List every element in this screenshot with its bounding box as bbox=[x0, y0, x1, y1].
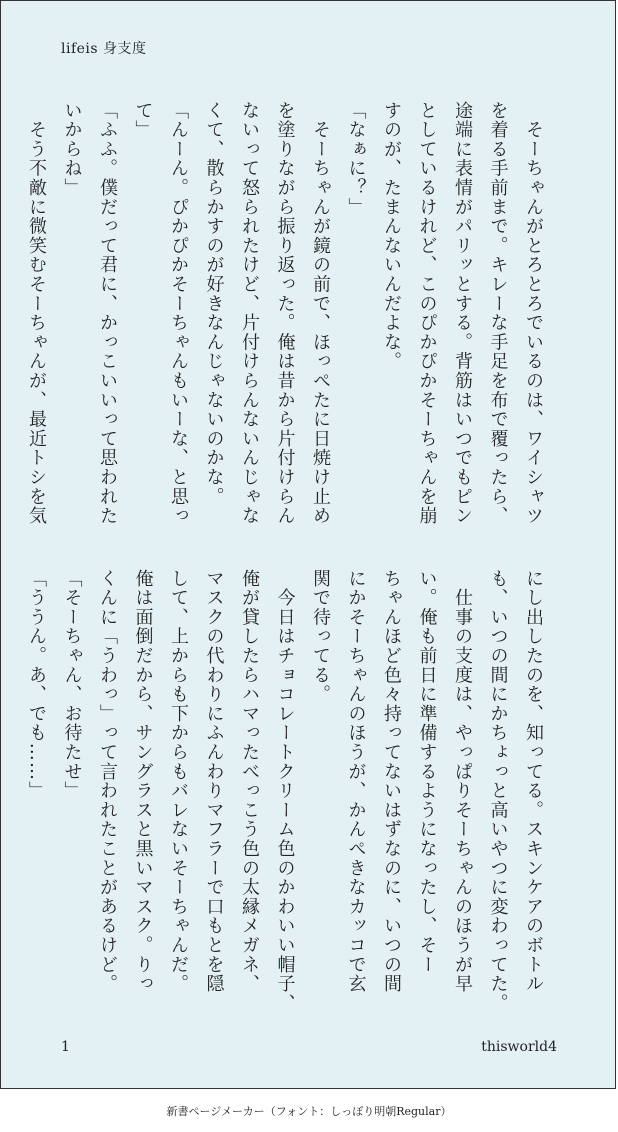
text-line: そーちゃんが鏡の前で、ほっぺたに日焼け止め bbox=[310, 101, 331, 526]
text-line: 俺が貸したらハマったべっこう色の太縁メガネ、 bbox=[239, 569, 260, 994]
text-line: ちゃんほど色々持ってないはずなのに、いつの間 bbox=[381, 569, 402, 994]
text-line: いからね」 bbox=[61, 101, 83, 198]
text-line: 今日はチョコレートクリーム色のかわいい帽子、 bbox=[274, 569, 296, 1013]
text-line: も、いつの間にかちょっと高いやつに変わってた。 bbox=[487, 569, 509, 1013]
text-line: い。俺も前日に準備するようになったし、そー bbox=[416, 569, 438, 975]
text-line: 仕事の支度は、やっぱりそーちゃんのほうが早 bbox=[452, 569, 473, 994]
text-line: 「そーちゃん、お待たせ」 bbox=[61, 569, 83, 801]
page-number: 1 bbox=[61, 1039, 70, 1055]
text-line: ないって怒られたけど、片付けらんないんじゃな bbox=[239, 101, 260, 526]
text-line: そーちゃんがとろとろでいるのは、ワイシャツ bbox=[523, 101, 544, 526]
text-line: して、上からも下からもバレないそーちゃんだ。 bbox=[168, 569, 189, 994]
text-block-bottom bbox=[19, 569, 552, 1013]
generator-credit: 新書ページメーカー（フォント：しっぽり明朝Regular） bbox=[166, 1105, 452, 1118]
text-line: 「ううん。あ、でも……」 bbox=[26, 569, 47, 801]
text-line: 「んーん。ぴかぴかそーちゃんもいーな、と思っ bbox=[168, 101, 189, 526]
text-line: を塗りながら振り返った。俺は昔から片付けらん bbox=[274, 101, 296, 526]
text-line: を着る手前まで。キレーな手足を布で覆ったら、 bbox=[487, 101, 509, 526]
text-line: マスクの代わりにふんわりマフラーで口もとを隠 bbox=[203, 569, 225, 994]
text-line: そう不敵に微笑むそーちゃんが、最近トシを気 bbox=[26, 101, 47, 526]
text-line: て」 bbox=[132, 101, 154, 140]
text-line: としているけれど、このぴかぴかそーちゃんを崩 bbox=[416, 101, 438, 526]
page-header-title: lifeis 身支度 bbox=[61, 41, 147, 57]
text-line: 「ふふ。僕だって君に、かっこいいって思われた bbox=[97, 101, 118, 526]
text-line: 途端に表情がパリッとする。背筋はいつでもピン bbox=[452, 101, 473, 526]
text-line: くて、散らかすのが好きなんじゃないのかな。 bbox=[203, 101, 225, 507]
text-line: にかそーちゃんのほうが、かんぺきなカッコで玄 bbox=[345, 569, 367, 994]
author-account: thisworld4 bbox=[481, 1039, 557, 1055]
text-line: すのが、たまんないんだよな。 bbox=[381, 101, 402, 372]
text-line: 関で待ってる。 bbox=[310, 569, 331, 705]
text-line: 俺は面倒だから、サングラスと黒いマスク。りっ bbox=[132, 569, 154, 994]
text-line: 「なぁに？」 bbox=[345, 101, 367, 217]
text-line: くんに「うわっ」って言われたことがあるけど。 bbox=[97, 569, 118, 994]
text-block-top bbox=[19, 101, 552, 541]
text-line: にし出したのを、知ってる。スキンケアのボトル bbox=[523, 569, 544, 994]
